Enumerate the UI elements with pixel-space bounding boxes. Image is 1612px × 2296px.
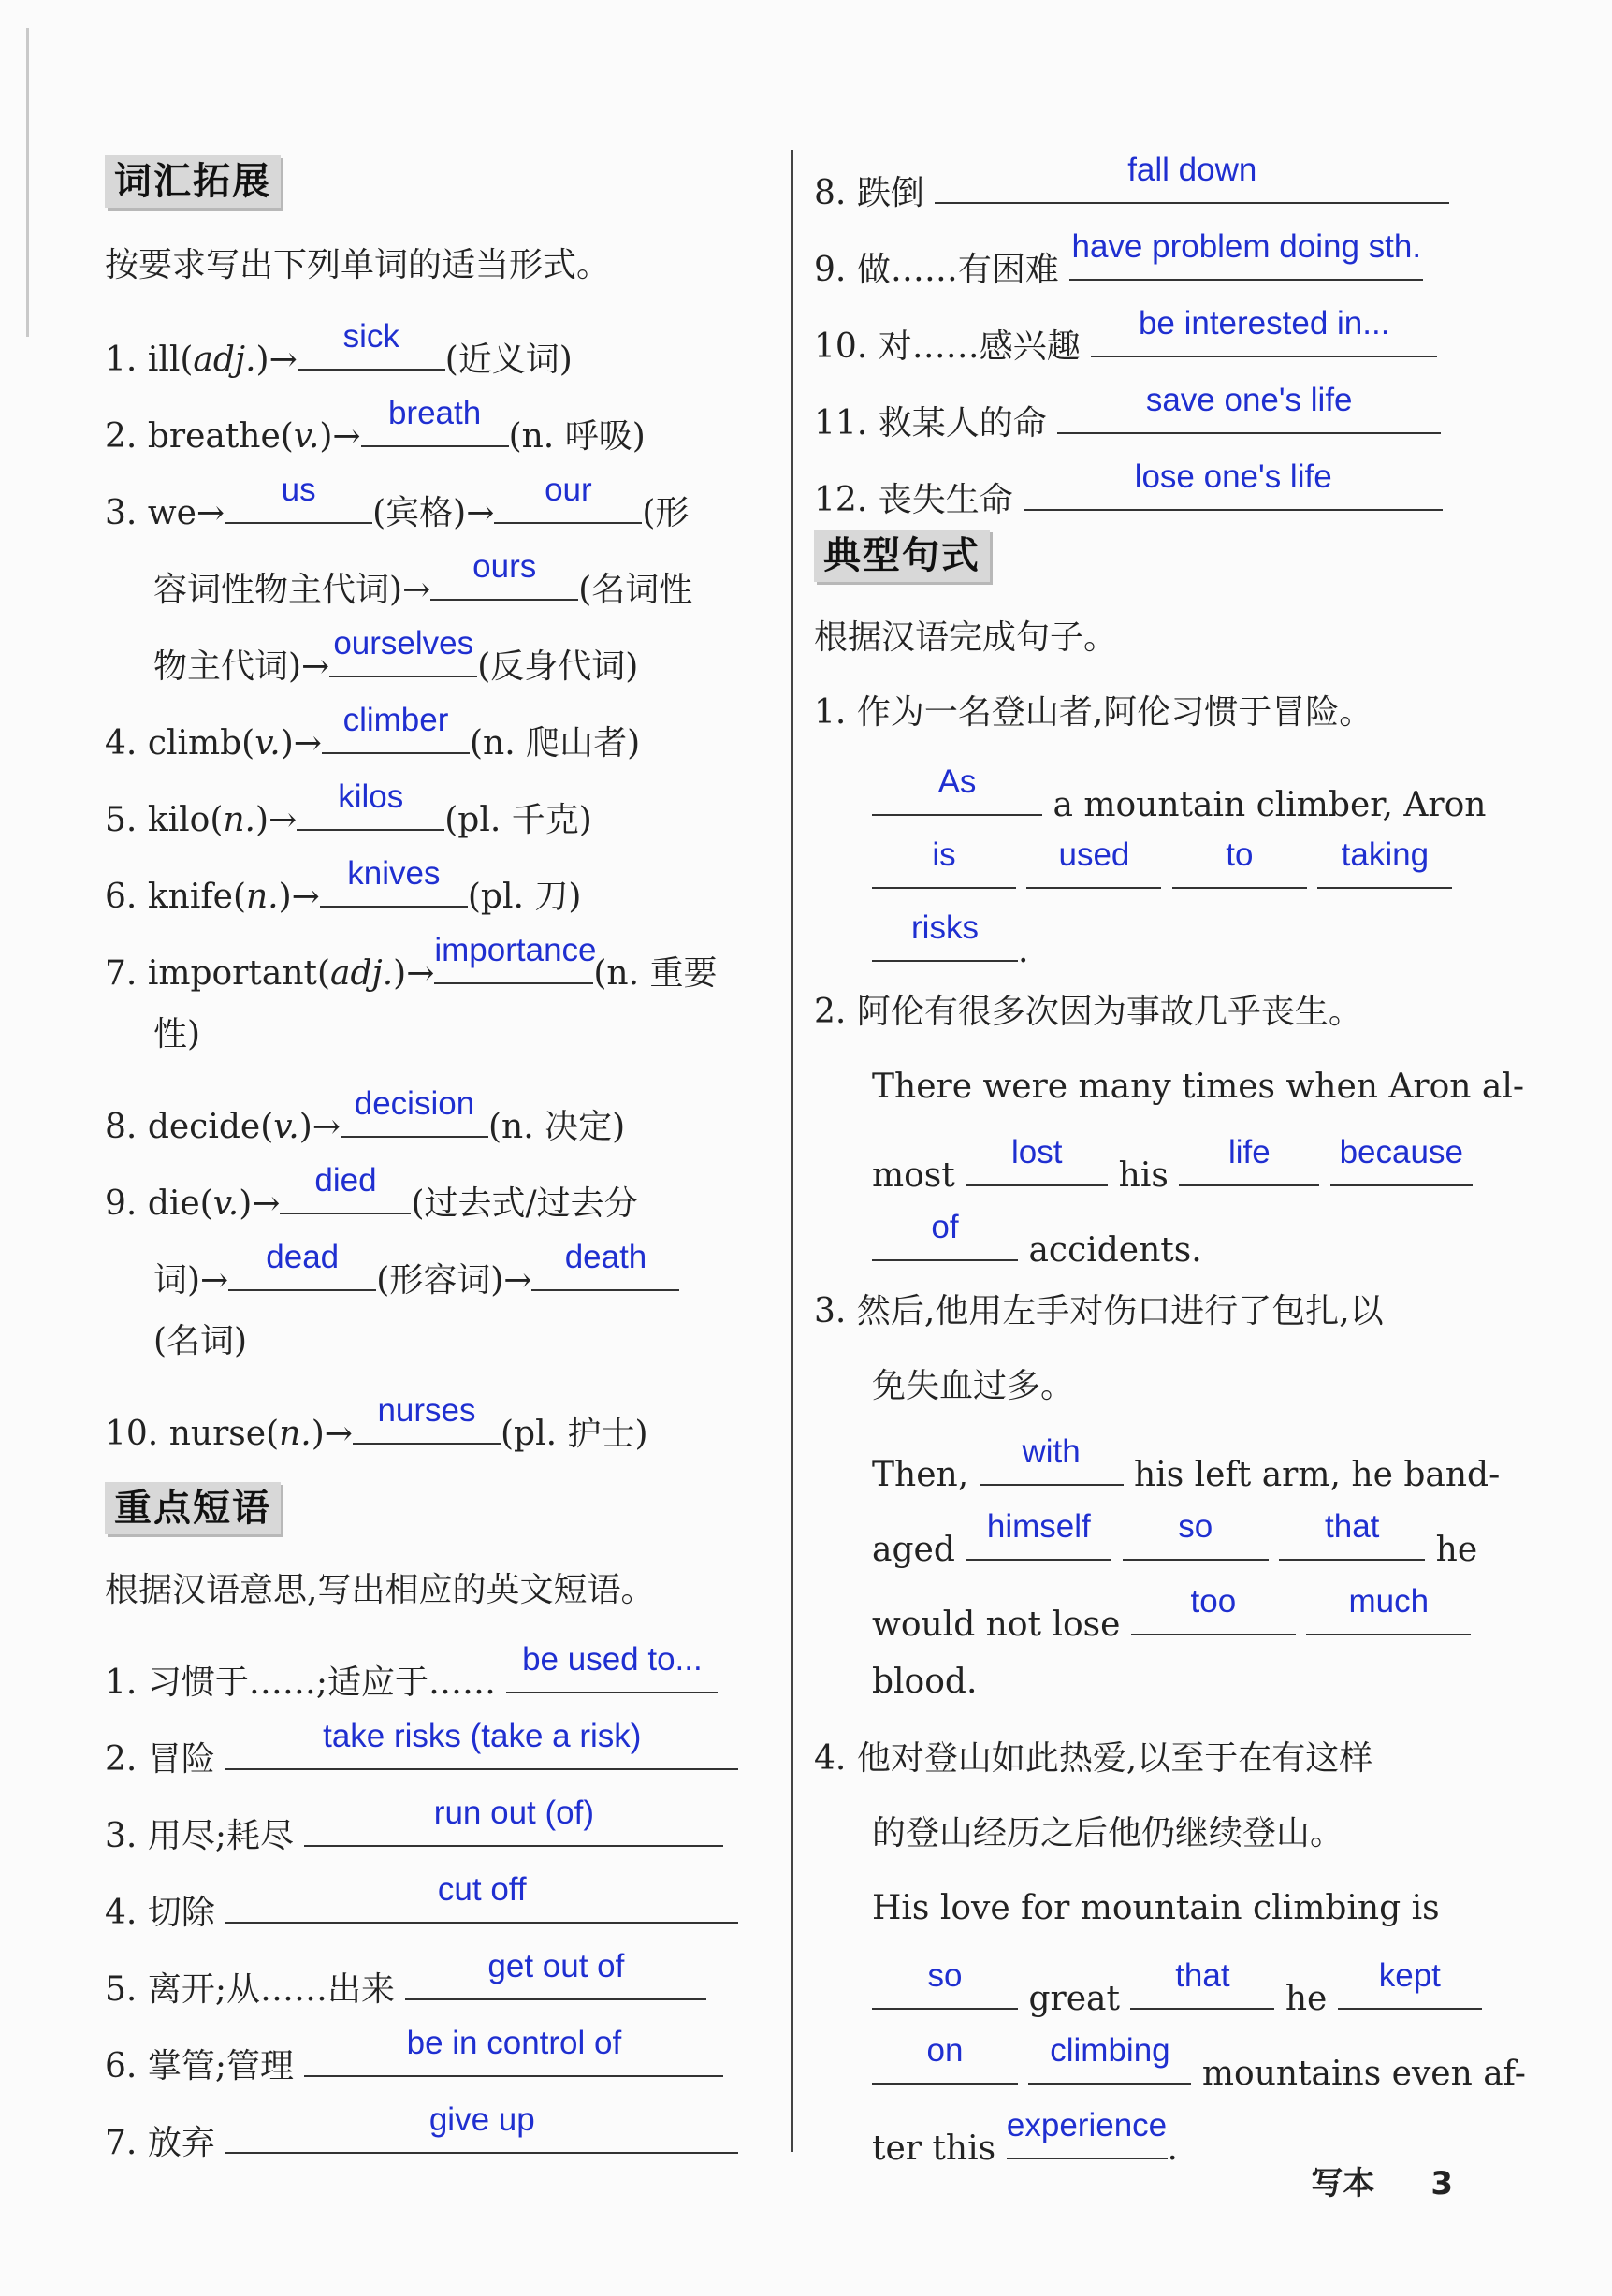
- page-edge: [26, 28, 29, 337]
- answer-blank[interactable]: us: [225, 473, 372, 524]
- phrase-item-1: 1. 习惯于……;适应于…… be used to...: [105, 1643, 718, 1707]
- answer-blank[interactable]: too: [1131, 1585, 1296, 1635]
- answer-blank[interactable]: ourselves: [329, 627, 477, 677]
- answer-blank[interactable]: life: [1179, 1136, 1319, 1186]
- page-number: 3: [1430, 2165, 1453, 2202]
- answer-blank[interactable]: that: [1130, 1959, 1274, 2010]
- answer-blank[interactable]: be in control of: [304, 2027, 723, 2077]
- answer-blank[interactable]: dead: [228, 1241, 376, 1291]
- answer-blank[interactable]: experience: [1007, 2109, 1168, 2159]
- page-footer: [1255, 2158, 1453, 2203]
- sentence-4-cn1: 4. 他对登山如此热爱,以至于在有这样: [814, 1739, 1373, 1778]
- answer-blank[interactable]: on: [872, 2034, 1018, 2085]
- answer-blank[interactable]: kept: [1338, 1959, 1482, 2010]
- answer-blank[interactable]: be interested in...: [1091, 307, 1437, 357]
- sentence-4-line3: on climbing mountains even af-: [872, 2034, 1526, 2099]
- sentences-instruction: 根据汉语完成句子。: [814, 618, 1118, 657]
- vocab-item-4: 4. climb(v.)→ climber (n. 爬山者): [105, 702, 641, 763]
- vocab-item-7-cont: 性): [153, 1015, 201, 1054]
- phrase-item-8: 8. 跌倒 fall down: [814, 153, 1449, 218]
- vocab-item-8: 8. decide(v.)→ decision (n. 决定): [105, 1085, 626, 1146]
- answer-blank[interactable]: lose one's life: [1024, 460, 1443, 511]
- vocab-item-10: 10. nurse(n.)→ nurses (pl. 护士): [105, 1392, 648, 1453]
- sentence-4-line4: ter this experience .: [872, 2107, 1178, 2168]
- vocab-instruction: 按要求写出下列单词的适当形式。: [105, 246, 611, 284]
- heading-vocab: 词汇拓展: [105, 155, 281, 208]
- footer-label: 写本: [1311, 2165, 1375, 2202]
- answer-blank[interactable]: sick: [298, 320, 445, 371]
- answer-blank[interactable]: to: [1172, 838, 1307, 889]
- vocab-item-5: 5. kilo(n.)→ kilos (pl. 千克): [105, 778, 592, 839]
- answer-blank[interactable]: himself: [966, 1510, 1111, 1561]
- sentence-4-line2: so great that he kept: [872, 1959, 1482, 2024]
- sentence-2-line1: There were many times when Aron al-: [872, 1068, 1525, 1106]
- answer-blank[interactable]: is: [872, 838, 1016, 889]
- answer-blank[interactable]: because: [1330, 1136, 1473, 1186]
- answer-blank[interactable]: risks: [872, 911, 1018, 962]
- answer-blank[interactable]: our: [494, 473, 642, 524]
- answer-blank[interactable]: so: [1123, 1510, 1269, 1561]
- sentence-1-line2: [872, 838, 1452, 903]
- phrase-item-3: 3. 用尽;耗尽 run out (of): [105, 1796, 723, 1861]
- phrase-item-4: 4. 切除 cut off: [105, 1873, 738, 1938]
- answer-blank[interactable]: As: [872, 765, 1042, 816]
- phrase-item-2: 2. 冒险 take risks (take a risk): [105, 1720, 738, 1784]
- vocab-item-1: 1. ill(adj.)→ sick (近义词): [105, 318, 573, 379]
- vocab-item-3: 3. we→ us (宾格)→ our (形: [105, 472, 690, 532]
- answer-blank[interactable]: taking: [1317, 838, 1452, 889]
- sentence-4-line1: His love for mountain climbing is: [872, 1889, 1440, 1927]
- answer-blank[interactable]: used: [1026, 838, 1161, 889]
- vocab-item-3-cont2: 物主代词)→ ourselves (反身代词): [153, 625, 639, 686]
- answer-blank[interactable]: kilos: [297, 780, 444, 831]
- phrase-item-10: 10. 对……感兴趣 be interested in...: [814, 307, 1437, 371]
- phrase-item-9: 9. 做……有困难 have problem doing sth.: [814, 230, 1423, 295]
- answer-blank[interactable]: run out (of): [304, 1796, 723, 1847]
- answer-blank[interactable]: with: [980, 1435, 1124, 1486]
- vocab-item-9-cont: 词)→ dead (形容词)→ death: [153, 1241, 679, 1305]
- answer-blank[interactable]: so: [872, 1959, 1018, 2010]
- sentence-3-cn1: 3. 然后,他用左手对伤口进行了包扎,以: [814, 1292, 1384, 1330]
- heading-sentences: 典型句式: [814, 530, 990, 582]
- sentence-3-line4: blood.: [872, 1663, 978, 1701]
- vocab-item-3-cont1: 容词性物主代词)→ ours (名词性: [153, 548, 693, 609]
- vocab-item-9: 9. die(v.)→ died (过去式/过去分: [105, 1162, 638, 1223]
- answer-blank[interactable]: died: [280, 1164, 411, 1214]
- sentence-3-line3: would not lose too much: [872, 1585, 1471, 1649]
- answer-blank[interactable]: take risks (take a risk): [225, 1720, 738, 1770]
- sentence-4-cn2: 的登山经历之后他仍继续登山。: [872, 1814, 1344, 1853]
- answer-blank[interactable]: save one's life: [1057, 384, 1441, 434]
- answer-blank[interactable]: get out of: [405, 1950, 706, 2000]
- sentence-3-line1: Then, with his left arm, he band-: [872, 1433, 1501, 1494]
- phrases-instruction: 根据汉语意思,写出相应的英文短语。: [105, 1571, 655, 1609]
- sentence-1-cn: 1. 作为一名登山者,阿伦习惯于冒险。: [814, 693, 1373, 732]
- sentence-2-line2: most lost his life because: [872, 1136, 1473, 1200]
- phrase-item-12: 12. 丧失生命 lose one's life: [814, 460, 1443, 525]
- sentence-2-cn: 2. 阿伦有很多次因为事故几乎丧生。: [814, 993, 1362, 1031]
- sentence-1-line3: risks .: [872, 911, 1028, 976]
- answer-blank[interactable]: decision: [341, 1087, 488, 1138]
- answer-blank[interactable]: climber: [322, 704, 470, 754]
- phrase-item-11: 11. 救某人的命 save one's life: [814, 384, 1441, 448]
- answer-blank[interactable]: fall down: [935, 153, 1449, 204]
- heading-phrases: 重点短语: [105, 1482, 281, 1534]
- answer-blank[interactable]: ours: [430, 550, 578, 601]
- sentence-1-line1: As a mountain climber, Aron: [872, 765, 1487, 830]
- phrase-item-5: 5. 离开;从……出来 get out of: [105, 1950, 706, 2014]
- answer-blank[interactable]: have problem doing sth.: [1069, 230, 1423, 281]
- column-divider: [791, 150, 793, 2152]
- vocab-item-7: 7. important(adj.)→ importance (n. 重要: [105, 932, 718, 993]
- phrase-item-7: 7. 放弃 give up: [105, 2103, 738, 2168]
- answer-blank[interactable]: lost: [966, 1136, 1108, 1186]
- answer-blank[interactable]: climbing: [1028, 2034, 1191, 2085]
- vocab-item-9-cont2: (名词): [153, 1322, 248, 1360]
- answer-blank[interactable]: breath: [361, 397, 509, 447]
- answer-blank[interactable]: importance: [434, 934, 593, 984]
- answer-blank[interactable]: nurses: [353, 1394, 501, 1445]
- sentence-3-line2: aged himself so that he: [872, 1508, 1478, 1569]
- answer-blank[interactable]: death: [531, 1241, 679, 1291]
- vocab-item-2: 2. breathe(v.)→ breath (n. 呼吸): [105, 395, 646, 456]
- answer-blank[interactable]: be used to...: [506, 1643, 718, 1693]
- answer-blank[interactable]: cut off: [225, 1873, 738, 1924]
- answer-blank[interactable]: knives: [320, 857, 468, 908]
- phrase-item-6: 6. 掌管;管理 be in control of: [105, 2027, 723, 2091]
- answer-blank[interactable]: give up: [225, 2103, 738, 2154]
- vocab-item-6: 6. knife(n.)→ knives (pl. 刀): [105, 855, 582, 916]
- sentence-2-line3: of accidents.: [872, 1211, 1202, 1275]
- sentence-3-cn2: 免失血过多。: [872, 1367, 1075, 1405]
- answer-blank[interactable]: of: [872, 1211, 1018, 1261]
- answer-blank[interactable]: that: [1279, 1510, 1425, 1561]
- answer-blank[interactable]: much: [1306, 1585, 1471, 1635]
